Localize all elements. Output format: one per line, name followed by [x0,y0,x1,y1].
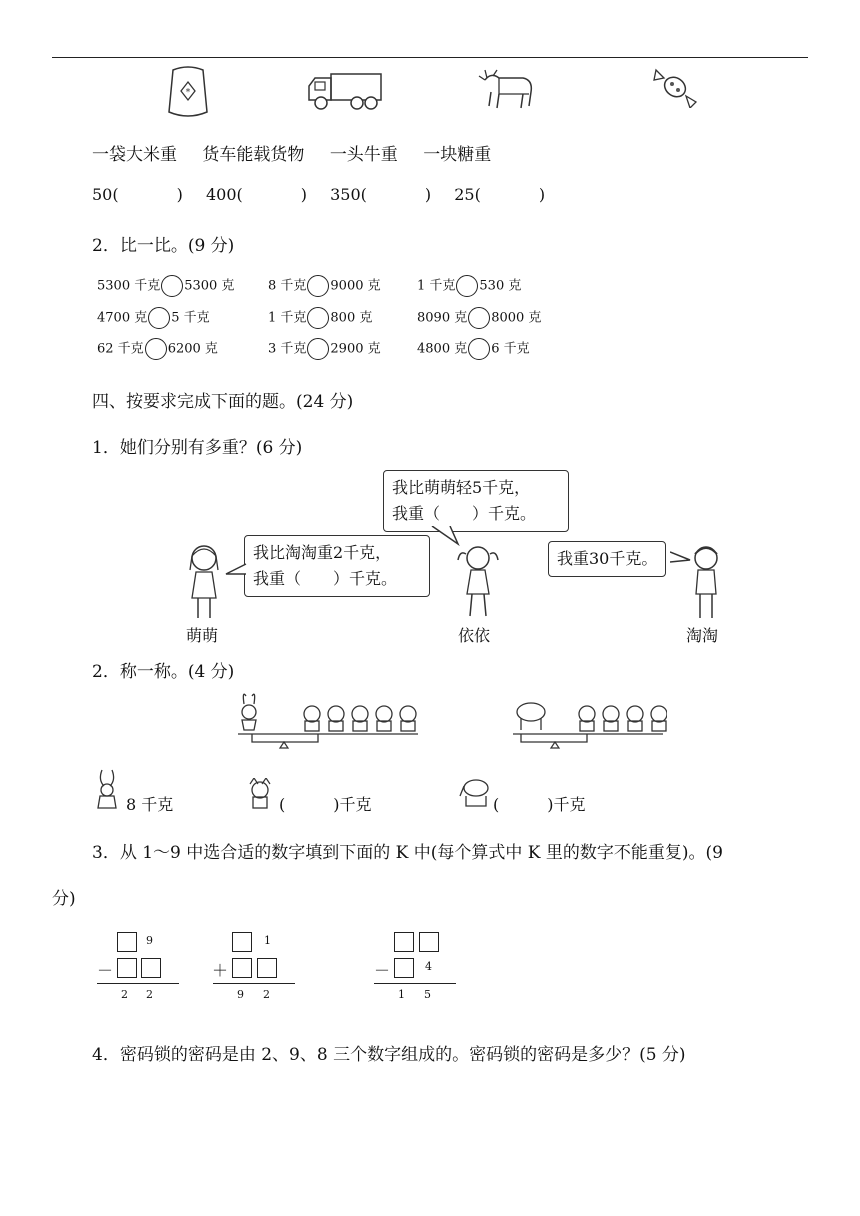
eq-operator: － [374,961,391,980]
girl-mengmeng-icon [184,540,224,624]
digit-box[interactable] [232,958,252,978]
candy-icon [650,66,700,108]
close-paren: ) [424,185,432,204]
eq-line [97,983,179,984]
rabbit-icon [94,768,124,810]
compare-circle[interactable] [307,307,329,329]
rabbit-weight: 8 千克 [126,795,174,814]
svg-text:*: * [185,88,191,98]
item-number: 50( [92,185,119,204]
speech-bubble-left: 我比淘淘重2千克， 我重（ ）千克。 [244,535,430,597]
compare-circle[interactable] [456,275,478,297]
eq-digit: 9 [146,934,153,947]
question-title: 1．她们分别有多重？(6 分) [92,438,303,458]
digit-box[interactable] [394,932,414,952]
compare-circle[interactable] [307,275,329,297]
question-title: 4．密码锁的密码是由 2、9、8 三个数字组成的。密码锁的密码是多少？(5 分) [92,1045,686,1065]
compare-circle[interactable] [148,307,170,329]
name-label: 淘淘 [686,626,719,645]
compare-item: 8090 克 8000 克 [417,307,541,330]
cat-icon [244,778,278,810]
compare-circle[interactable] [468,307,490,329]
boy-taotao-icon [686,542,726,624]
name-label: 萌萌 [186,626,219,645]
compare-item: 3 千克 2900 克 [268,338,381,361]
compare-item: 5300 千克 5300 克 [97,275,234,298]
eq-digit: 1 [264,934,271,947]
compare-item: 8 千克 9000 克 [268,275,381,298]
compare-item: 4700 克 5 千克 [97,307,210,330]
balance-scale-icon [232,690,422,752]
compare-item: 1 千克 530 克 [417,275,521,298]
item-label: 一头牛重 [329,145,398,165]
eq-result-digit: 2 [263,988,270,1001]
item-number: 25( [454,185,481,204]
cat-weight[interactable]: ( )千克 [279,795,372,814]
eq-line [374,983,456,984]
girl-yiyi-icon [456,540,500,624]
compare-circle[interactable] [468,338,490,360]
compare-circle[interactable] [307,338,329,360]
eq-digit: 4 [425,960,432,973]
digit-box[interactable] [257,958,277,978]
compare-item: 62 千克 6200 克 [97,338,218,361]
eq-operator: － [97,961,114,980]
compare-circle[interactable] [161,275,183,297]
top-rule [52,57,808,58]
eq-result-digit: 2 [146,988,153,1001]
digit-box[interactable] [117,958,137,978]
item-label: 货车能载货物 [202,145,305,165]
truck-icon [305,70,385,112]
item-number: 350( [330,185,367,204]
digit-box[interactable] [141,958,161,978]
item-label: 一袋大米重 [92,145,177,165]
item-label: 一块糖重 [423,145,492,165]
compare-circle[interactable] [145,338,167,360]
item-number: 400( [205,185,243,204]
question-title: 3．从 1～9 中选合适的数字填到下面的 K 中(每个算式中 K 里的数字不能重复)。(9 [92,843,723,863]
close-paren: ) [176,185,183,204]
speech-bubble-right: 我重30千克。 [548,541,666,577]
ox-icon [475,66,537,112]
digit-box[interactable] [232,932,252,952]
dog-weight[interactable]: ( )千克 [493,795,586,814]
name-label: 依依 [458,626,491,645]
eq-line [213,983,295,984]
rice-bag-icon [163,64,213,120]
section-title: 四、按要求完成下面的题。(24 分) [92,392,354,412]
question-title: 2．称一称。(4 分) [92,662,235,682]
eq-result-digit: 2 [121,988,128,1001]
question-title-cont: 分) [52,889,76,909]
eq-result-digit: 5 [424,988,431,1001]
digit-box[interactable] [419,932,439,952]
compare-item: 4800 克 6 千克 [417,338,530,361]
digit-box[interactable] [117,932,137,952]
close-paren: ) [538,185,546,204]
speech-bubble-top: 我比萌萌轻5千克， 我重（ ）千克。 [383,470,569,532]
close-paren: ) [300,185,307,204]
eq-result-digit: 1 [398,988,405,1001]
bubble-tail [224,562,248,578]
digit-box[interactable] [394,958,414,978]
dog-icon [456,776,494,810]
compare-item: 1 千克 800 克 [268,307,372,330]
balance-scale-icon [507,690,667,752]
eq-operator: ＋ [212,961,229,980]
question-title: 2．比一比。(9 分) [92,236,235,256]
eq-result-digit: 9 [237,988,244,1001]
